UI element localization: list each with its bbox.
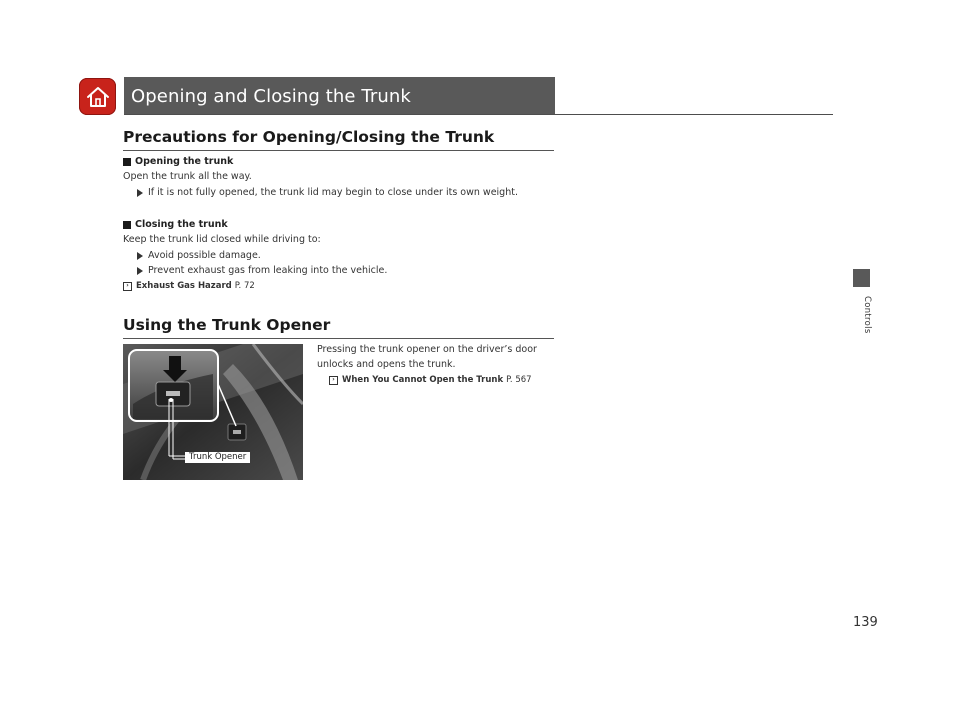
opening-text: Open the trunk all the way. [123,171,252,182]
trunk-opener-photo [123,344,303,480]
exhaust-gas-ref-link[interactable] [123,281,255,291]
closing-bullet-1 [137,250,261,262]
opener-rule [123,338,554,339]
ref-title: When You Cannot Open the Trunk [342,375,504,385]
ref-title: Exhaust Gas Hazard [136,281,232,291]
opener-text-line-2: unlocks and opens the trunk. [317,359,456,370]
closing-subheading-text: Closing the trunk [135,219,228,230]
closing-text: Keep the trunk lid closed while driving to: [123,234,321,245]
arrow-bullet-icon [137,252,143,260]
cannot-open-ref-link[interactable] [329,375,532,385]
closing-subheading [123,219,228,230]
side-tab-label: Controls [862,296,872,334]
reference-arrow-icon: › [329,376,338,385]
ref-page: P. 567 [506,375,532,385]
side-tab-marker[interactable] [853,269,870,287]
precautions-heading: Precautions for Opening/Closing the Trunk [123,128,495,146]
opener-heading: Using the Trunk Opener [123,316,331,334]
closing-bullet-2 [137,265,387,277]
trunk-opener-callout: Trunk Opener [185,452,250,463]
ref-page: P. 72 [234,281,255,291]
opening-bullet-text: If it is not fully opened, the trunk lid may begin to close under its own weight. [148,187,518,198]
arrow-bullet-icon [137,267,143,275]
square-bullet-icon [123,221,131,229]
page-title: Opening and Closing the Trunk [131,86,411,107]
precautions-rule [123,150,554,151]
square-bullet-icon [123,158,131,166]
banner-rule [124,114,833,115]
opener-text-line-1: Pressing the trunk opener on the driver’s door [317,344,537,355]
closing-bullet-text: Prevent exhaust gas from leaking into the vehicle. [148,265,388,276]
closing-bullet-text: Avoid possible damage. [148,250,261,261]
opening-subheading-text: Opening the trunk [135,156,234,167]
reference-arrow-icon: › [123,282,132,291]
home-icon [85,85,111,109]
section-banner [124,77,555,115]
opening-bullet [137,187,518,199]
page-number: 139 [853,615,878,630]
opening-subheading [123,156,233,167]
home-button[interactable] [79,78,116,115]
arrow-bullet-icon [137,189,143,197]
